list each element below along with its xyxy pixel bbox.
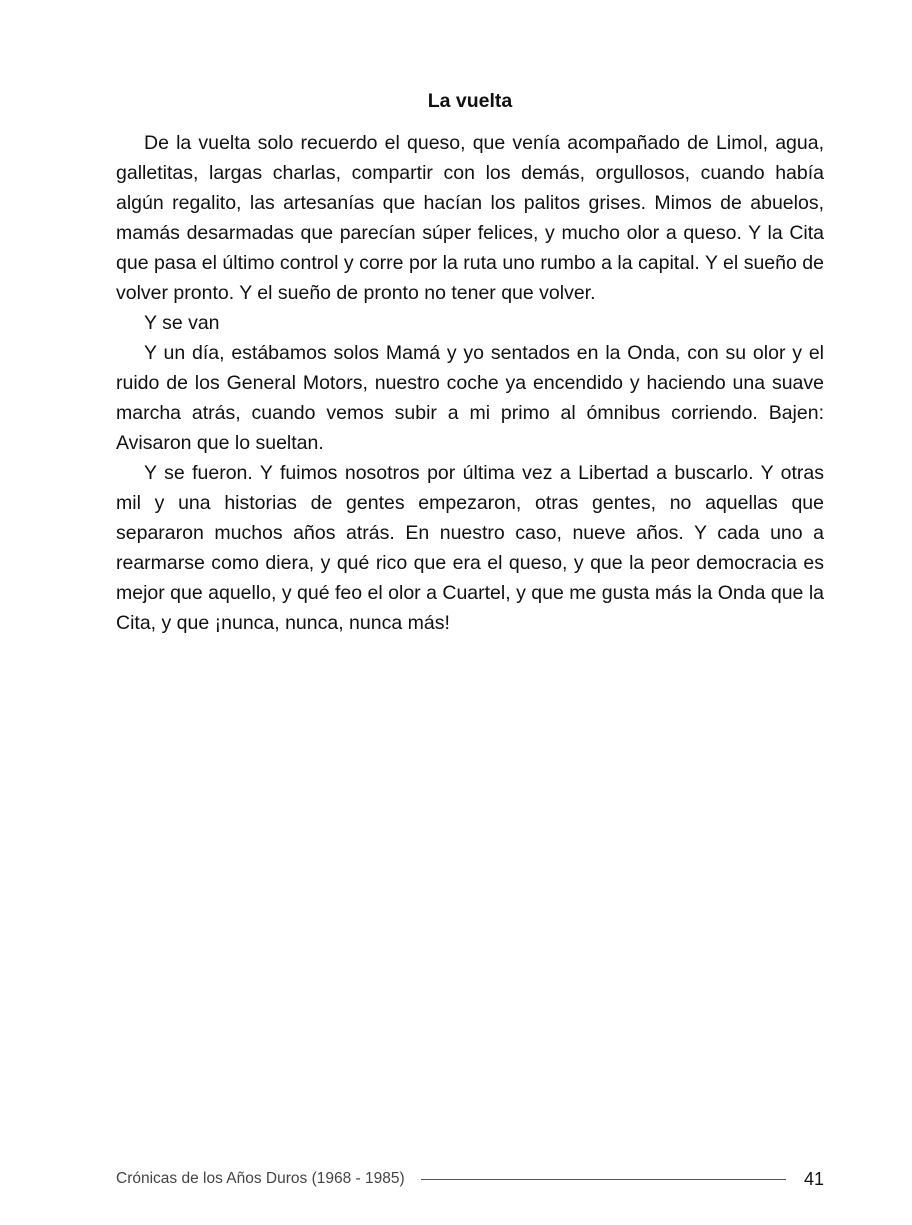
page-number: 41 [803, 1168, 824, 1189]
paragraph-4: Y se fueron. Y fuimos nosotros por última vez a Libertad a buscarlo. Y otras mil y una historias de gentes empezaron, otras gentes, no aquellas que separaron muchos años atrás. En nuestro caso, nueve años. Y cada uno a rearmarse como diera, y qué rico que era el queso, y que la peor democracia es mejor que aquello, y qué feo el olor a Cuartel, y que me gusta más la Onda que la Cita, y que ¡nunca, nunca, nunca más! [116, 462, 824, 634]
footer-book-title: Crónicas de los Años Duros (1968 - 1985) [116, 1170, 405, 1187]
paragraph-1: De la vuelta solo recuerdo el queso, que venía acompañado de Limol, agua, galletitas, largas charlas, compartir con los demás, orgullosos, cuando había algún regalito, las artesanías que hacían los palitos grises. Mimos de abuelos, mamás desarmadas que parecían súper felices, y mucho olor a queso. Y la Cita que pasa el último control y corre por la ruta uno rumbo a la capital. Y el sueño de volver pronto. Y el sueño de pronto no tener que volver. [116, 132, 824, 304]
chapter-title: La vuelta [427, 90, 513, 112]
footer-divider [421, 1179, 786, 1180]
page-footer [116, 1166, 824, 1192]
paragraph-3: Y un día, estábamos solos Mamá y yo sentados en la Onda, con su olor y el ruido de los General Motors, nuestro coche ya encendido y haciendo una suave marcha atrás, cuando vemos subir a mi primo al ómnibus corriendo. Bajen: Avisaron que lo sueltan. [116, 342, 824, 454]
paragraph-2: Y se van [144, 312, 220, 334]
chapter-body [116, 128, 824, 638]
